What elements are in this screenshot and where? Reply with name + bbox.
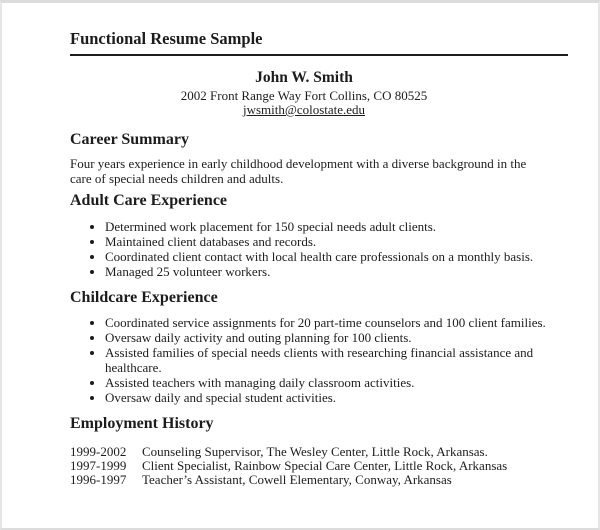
career-summary-text: Four years experience in early childhood development with a diverse background in the care of special needs children and adults. [70, 156, 527, 186]
section-heading-childcare: Childcare Experience [70, 289, 218, 306]
employment-years: 1997-1999 [70, 458, 127, 473]
adult-care-bullet-list [70, 219, 568, 279]
bullet-item: • Coordinated service assignments for 20 part-time counselors and 100 client families. [105, 315, 568, 330]
employment-row [70, 445, 568, 459]
employment-years: 1996-1997 [70, 472, 127, 487]
employment-description: Counseling Supervisor, The Wesley Center, Little Rock, Arkansas. [142, 444, 488, 459]
bullet-item: • Assisted teachers with managing daily classroom activities. [105, 375, 568, 390]
address-line: 2002 Front Range Way Fort Collins, CO 80525 [180, 88, 428, 103]
employment-row [70, 459, 568, 473]
section-heading-adult-care: Adult Care Experience [70, 192, 228, 209]
bullet-item: • Determined work placement for 150 special needs adult clients. [105, 219, 568, 234]
contact-header [70, 69, 538, 117]
employment-description: Client Specialist, Rainbow Special Care Center, Little Rock, Arkansas [142, 458, 508, 473]
email-link[interactable]: jwsmith@colostate.edu [242, 102, 366, 117]
bullet-item: • Oversaw daily and special student activities. [105, 390, 568, 405]
bullet-item: • Assisted families of special needs clients with researching financial assistance and healthcare. [105, 345, 537, 375]
document-title: Functional Resume Sample [70, 29, 568, 56]
section-heading-employment-history: Employment History [70, 415, 214, 432]
employment-years: 1999-2002 [70, 444, 127, 459]
employment-history-table [70, 445, 568, 487]
childcare-bullet-list [70, 315, 568, 405]
bullet-item: • Coordinated client contact with local health care professionals on a monthly basis. [105, 249, 568, 264]
bullet-item: • Maintained client databases and records. [105, 234, 568, 249]
bullet-item: • Managed 25 volunteer workers. [105, 264, 568, 279]
person-name: John W. Smith [255, 69, 353, 86]
employment-description: Teacher’s Assistant, Cowell Elementary, Conway, Arkansas [142, 472, 452, 487]
section-heading-career-summary: Career Summary [70, 131, 189, 148]
employment-row [70, 473, 568, 487]
bullet-item: • Oversaw daily activity and outing planning for 100 clients. [105, 330, 568, 345]
email-row [70, 103, 538, 117]
